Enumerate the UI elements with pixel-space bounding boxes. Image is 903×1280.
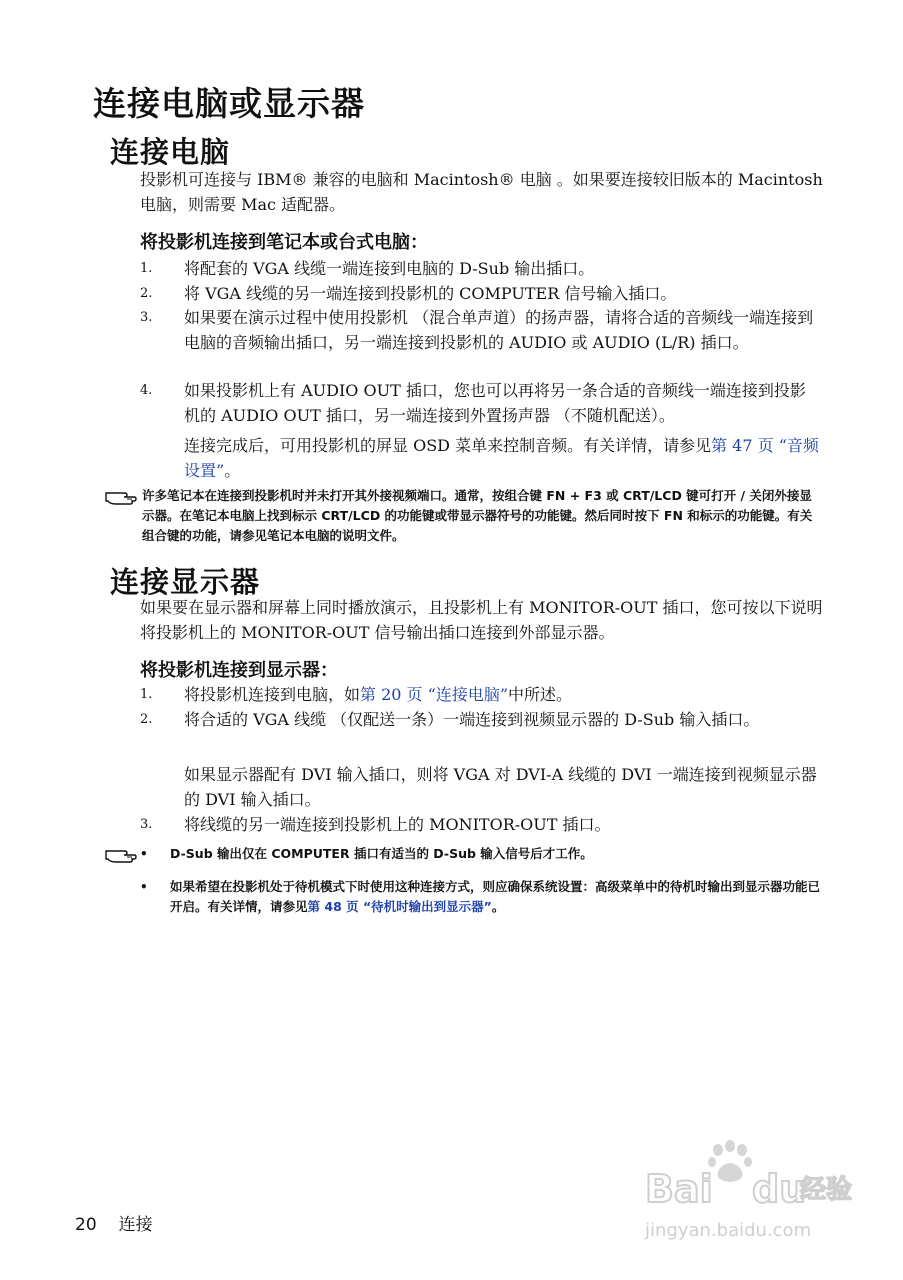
- period: 。: [491, 899, 505, 914]
- bullet: •: [140, 847, 148, 861]
- pointing-hand-icon: [104, 487, 138, 507]
- pointing-hand-icon: [104, 845, 138, 865]
- watermark-url: jingyan.baidu.com: [645, 1220, 812, 1241]
- svg-text:du: du: [752, 1167, 807, 1211]
- period: 。: [224, 461, 241, 480]
- list-item: [140, 256, 820, 281]
- step-text: 如果投影机上有 AUDIO OUT 插口，您也可以再将另一条合适的音频线一端连接到投影机的 AUDIO OUT 插口，另一端连接到外置扬声器 （不随机配送）。: [184, 381, 806, 425]
- link-connect-computer[interactable]: 第 20 页 “连接电脑”: [360, 685, 508, 704]
- step-number: 3.: [140, 817, 153, 832]
- list-item: [140, 707, 820, 732]
- link-audio-settings[interactable]: 第 47 页 “音频设置”: [184, 436, 819, 480]
- step-number: 3.: [140, 310, 153, 325]
- section-intro-monitor: 如果要在显示器和屏幕上同时播放演示，且投影机上有 MONITOR-OUT 插口，您可按以下说明将投影机上的 MONITOR-OUT 信号输出插口连接到外部显示器。: [140, 598, 823, 642]
- step-text: 将投影机连接到电脑，如: [184, 685, 361, 704]
- step-number: 2.: [140, 286, 153, 301]
- step-text: 如果要在演示过程中使用投影机 （混合单声道）的扬声器，请将合适的音频线一端连接到电脑的音频输出插口，另一端连接到投影机的 AUDIO 或 AUDIO (L/R) 插口。: [184, 308, 814, 352]
- section-heading-computer: 连接电脑: [110, 135, 231, 169]
- list-item: [140, 281, 820, 306]
- list-item: [140, 812, 820, 837]
- step-number: 1.: [140, 261, 153, 276]
- page-title: 连接电脑或显示器: [93, 84, 365, 123]
- note-text: 如果希望在投影机处于待机模式下时使用这种连接方式，则应确保系统设置：高级菜单中的待机时输出到显示器功能已开启。有关详情，请参见: [170, 879, 821, 914]
- section-intro-computer: 投影机可连接与 IBM® 兼容的电脑和 Macintosh® 电脑 。如果要连接较旧版本的 Macintosh 电脑，则需要 Mac 适配器。: [140, 170, 823, 214]
- continuation-text: 连接完成后，可用投影机的屏显 OSD 菜单来控制音频。有关详情，请参见: [184, 436, 712, 455]
- step-text: 将 VGA 线缆的另一端连接到投影机的 COMPUTER 信号输入插口。: [184, 284, 677, 303]
- footer-label: 连接: [118, 1215, 153, 1235]
- note-dsub-output: D-Sub 输出仅在 COMPUTER 插口有适当的 D-Sub 输入信号后才工作。: [170, 846, 593, 861]
- list-item: [140, 305, 820, 355]
- step-text: 将线缆的另一端连接到投影机上的 MONITOR-OUT 插口。: [184, 815, 611, 834]
- baidu-jingyan-watermark: [600, 1140, 860, 1250]
- step-number: 2.: [140, 712, 153, 727]
- section-heading-monitor: 连接显示器: [110, 565, 261, 599]
- page-footer: [75, 1210, 153, 1235]
- step-continuation: [184, 433, 824, 483]
- svg-text:经验: 经验: [800, 1175, 853, 1205]
- subheading-connect-monitor: 将投影机连接到显示器：: [140, 660, 338, 681]
- step-text-end: 中所述。: [508, 685, 573, 704]
- subheading-connect-computer: 将投影机连接到笔记本或台式电脑：: [140, 232, 428, 253]
- step-number: 1.: [140, 687, 153, 702]
- svg-text:Bai: Bai: [645, 1167, 713, 1211]
- note-laptop: 许多笔记本在连接到投影机时并未打开其外接视频端口。通常，按组合键 FN + F3 或 CRT/LCD 键可打开 / 关闭外接显示器。在笔记本电脑上找到标示 CRT/LCD 的功能键或带显示器符号的功能键。然后同时按下 FN 和标示的功能键。有关组合键的功能，请参见笔记本电脑的说明文件。: [142, 488, 813, 543]
- step-number: 4.: [140, 383, 153, 398]
- bullet: •: [140, 880, 148, 894]
- page-number: 20: [75, 1215, 97, 1235]
- link-standby-monitor-out[interactable]: 第 48 页 “待机时输出到显示器”: [307, 899, 492, 914]
- step-continuation: 如果显示器配有 DVI 输入插口，则将 VGA 对 DVI-A 线缆的 DVI 一端连接到视频显示器的 DVI 输入插口。: [184, 765, 817, 809]
- step-text: 将配套的 VGA 线缆一端连接到电脑的 D-Sub 输出插口。: [184, 259, 595, 278]
- list-item: [140, 682, 820, 707]
- step-text: 将合适的 VGA 线缆 （仅配送一条）一端连接到视频显示器的 D-Sub 输入插口。: [184, 710, 760, 729]
- note-standby-output: [170, 877, 820, 917]
- list-item: [140, 378, 820, 428]
